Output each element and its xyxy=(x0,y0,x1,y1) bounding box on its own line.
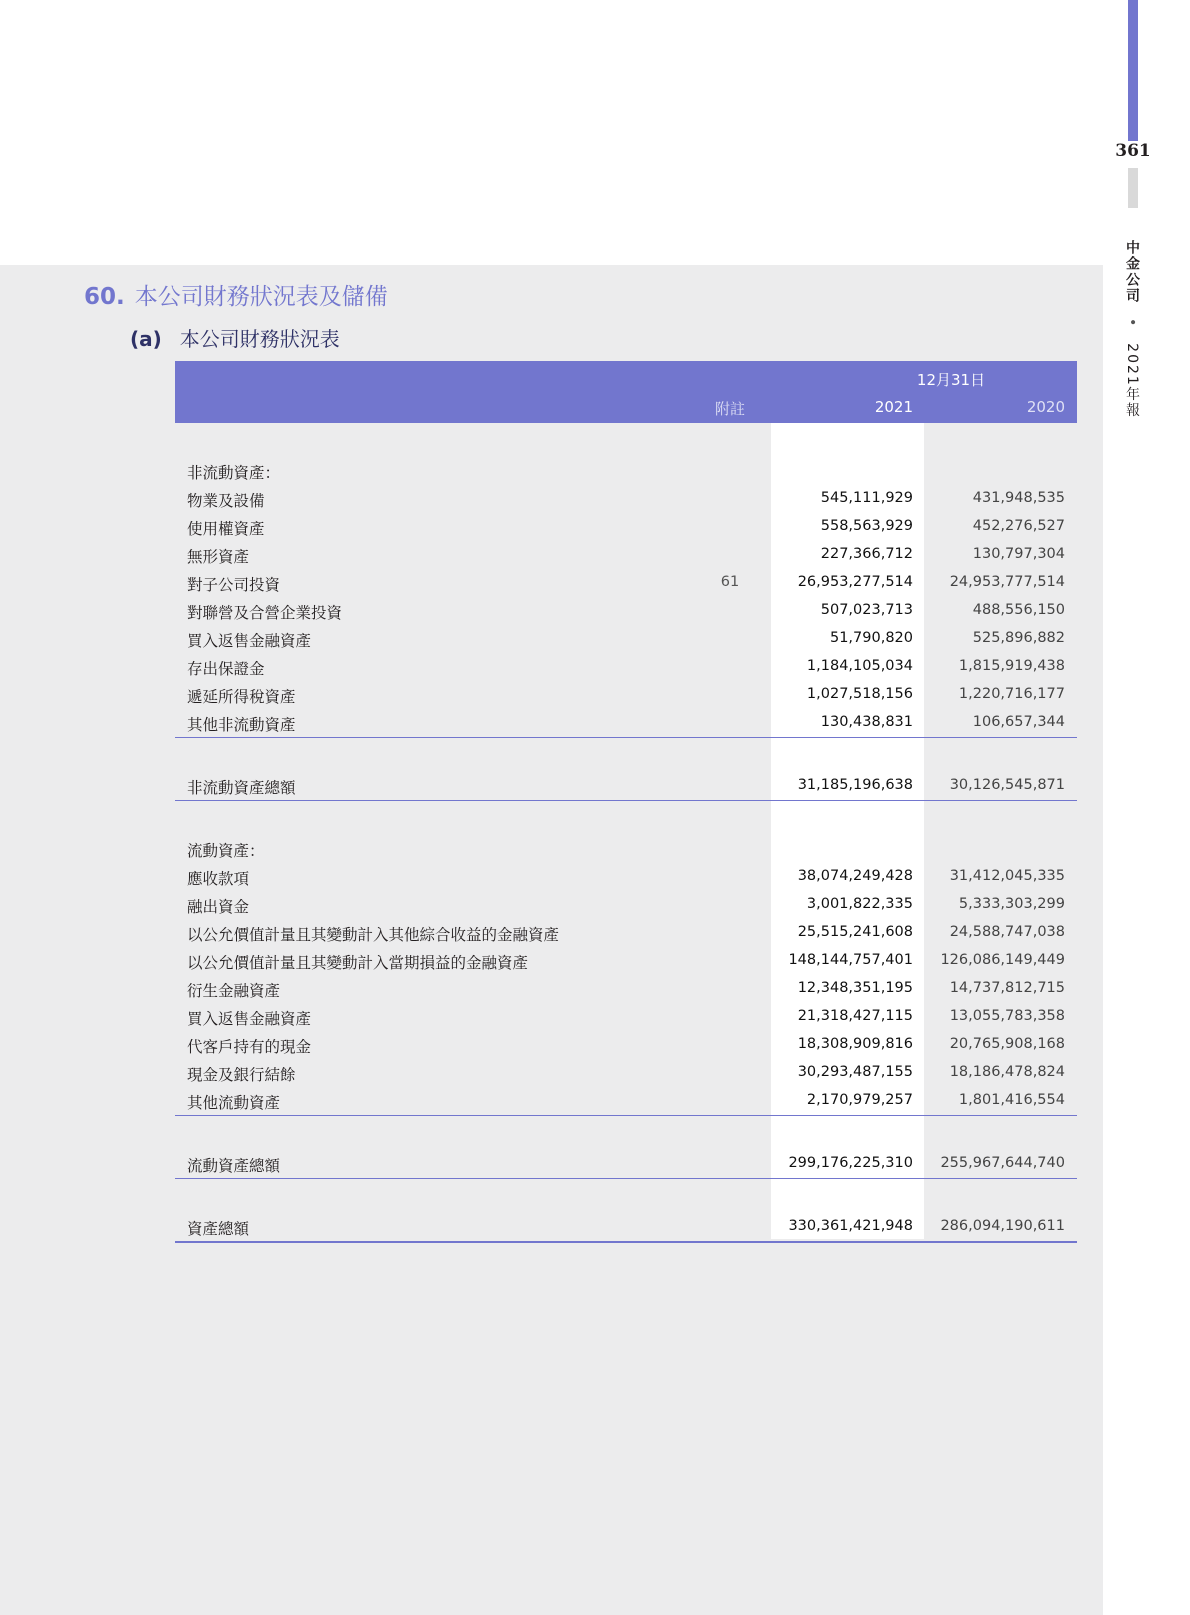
header-year-current: 2021 xyxy=(874,398,913,416)
value-2020: 18,186,478,824 xyxy=(949,1064,1065,1080)
table-spacer xyxy=(175,1179,1077,1213)
value-2021: 558,563,929 xyxy=(820,518,913,534)
section-title-text: 本公司財務狀況表及儲備 xyxy=(134,284,388,310)
value-2020: 525,896,882 xyxy=(972,630,1065,646)
row-label: 存出保證金 xyxy=(187,660,265,678)
table-row xyxy=(175,541,1077,569)
value-2021: 1,027,518,156 xyxy=(806,686,913,702)
value-2021: 26,953,277,514 xyxy=(797,574,913,590)
table-row xyxy=(175,891,1077,919)
value-2021: 507,023,713 xyxy=(820,602,913,618)
value-2021: 18,308,909,816 xyxy=(797,1036,913,1052)
value-2020: 20,765,908,168 xyxy=(949,1036,1065,1052)
value-2020: 106,657,344 xyxy=(972,714,1065,730)
row-label: 代客戶持有的現金 xyxy=(187,1038,312,1056)
non-current-rows xyxy=(175,485,1077,738)
table-spacer xyxy=(175,1116,1077,1150)
financial-position-table xyxy=(175,361,1077,1243)
row-label: 買入返售金融資產 xyxy=(187,1010,312,1028)
row-label: 買入返售金融資產 xyxy=(187,632,312,650)
value-2021: 38,074,249,428 xyxy=(797,868,913,884)
row-label: 流動資產總額 xyxy=(187,1157,281,1175)
value-2020: 1,801,416,554 xyxy=(958,1092,1065,1108)
table-spacer xyxy=(175,738,1077,772)
current-heading: 流動資產： xyxy=(187,842,265,860)
value-2020: 452,276,527 xyxy=(972,518,1065,534)
row-label: 其他流動資產 xyxy=(187,1094,281,1112)
value-2020: 24,588,747,038 xyxy=(949,924,1065,940)
section-title xyxy=(84,278,388,311)
non-current-heading-row xyxy=(175,457,1077,485)
table-row xyxy=(175,569,1077,597)
value-2020: 255,967,644,740 xyxy=(940,1155,1065,1171)
row-label: 非流動資產總額 xyxy=(187,779,296,797)
value-2021: 30,293,487,155 xyxy=(797,1064,913,1080)
value-2021: 2,170,979,257 xyxy=(806,1092,913,1108)
table-row xyxy=(175,1059,1077,1087)
row-label: 遞延所得稅資產 xyxy=(187,688,296,706)
table-row xyxy=(175,919,1077,947)
row-label: 使用權資產 xyxy=(187,520,265,538)
side-grey-bar xyxy=(1128,168,1138,208)
table-row xyxy=(175,625,1077,653)
table-row xyxy=(175,513,1077,541)
current-rows xyxy=(175,863,1077,1116)
row-label: 對子公司投資 xyxy=(187,576,281,594)
value-2020: 31,412,045,335 xyxy=(949,868,1065,884)
row-label: 現金及銀行結餘 xyxy=(187,1066,296,1084)
non-current-heading: 非流動資產： xyxy=(187,464,281,482)
value-2020: 5,333,303,299 xyxy=(958,896,1065,912)
table-row xyxy=(175,597,1077,625)
value-2021: 545,111,929 xyxy=(820,490,913,506)
side-company-name: 中金公司 xyxy=(1124,240,1140,304)
row-label: 應收款項 xyxy=(187,870,250,888)
row-label: 融出資金 xyxy=(187,898,250,916)
row-label: 以公允價值計量且其變動計入當期損益的金融資產 xyxy=(187,954,529,972)
sub-section-title-text: 本公司財務狀況表 xyxy=(179,327,340,351)
side-separator-dot: • xyxy=(1124,318,1140,329)
table-row xyxy=(175,863,1077,891)
value-2020: 30,126,545,871 xyxy=(949,777,1065,793)
grand-total-row xyxy=(175,1213,1077,1243)
value-2020: 130,797,304 xyxy=(972,546,1065,562)
table-row xyxy=(175,1003,1077,1031)
table-row xyxy=(175,653,1077,681)
value-2021: 148,144,757,401 xyxy=(788,952,913,968)
value-2021: 21,318,427,115 xyxy=(797,1008,913,1024)
row-label: 以公允價值計量且其變動計入其他綜合收益的金融資產 xyxy=(187,926,560,944)
value-2021: 299,176,225,310 xyxy=(788,1155,913,1171)
sub-section-title xyxy=(130,323,340,352)
value-2020: 1,220,716,177 xyxy=(958,686,1065,702)
current-heading-row xyxy=(175,835,1077,863)
value-2021: 227,366,712 xyxy=(820,546,913,562)
header-note: 附註 xyxy=(714,400,745,418)
value-2020: 431,948,535 xyxy=(972,490,1065,506)
table-row xyxy=(175,1087,1077,1116)
table-row xyxy=(175,485,1077,513)
value-2021: 25,515,241,608 xyxy=(797,924,913,940)
value-2021: 51,790,820 xyxy=(829,630,913,646)
row-label: 衍生金融資產 xyxy=(187,982,281,1000)
header-date: 12月31日 xyxy=(916,371,986,389)
header-year-prior: 2020 xyxy=(1026,398,1065,416)
row-label: 資產總額 xyxy=(187,1220,250,1238)
non-current-total-row xyxy=(175,772,1077,801)
side-report-year: 2021年報 xyxy=(1124,343,1140,419)
value-2020: 286,094,190,611 xyxy=(940,1218,1065,1234)
value-2021: 1,184,105,034 xyxy=(806,658,913,674)
table-row xyxy=(175,681,1077,709)
value-2020: 24,953,777,514 xyxy=(949,574,1065,590)
row-label: 其他非流動資產 xyxy=(187,716,296,734)
sub-section-label: (a) xyxy=(130,327,162,351)
row-note: 61 xyxy=(720,574,740,590)
side-caption xyxy=(1122,240,1142,419)
table-spacer xyxy=(175,801,1077,835)
table-header xyxy=(175,361,1077,423)
value-2021: 330,361,421,948 xyxy=(788,1218,913,1234)
row-label: 對聯營及合營企業投資 xyxy=(187,604,343,622)
side-accent-bar xyxy=(1128,0,1138,141)
table-row xyxy=(175,975,1077,1003)
value-2020: 488,556,150 xyxy=(972,602,1065,618)
value-2020: 1,815,919,438 xyxy=(958,658,1065,674)
row-label: 物業及設備 xyxy=(187,492,265,510)
row-label: 無形資產 xyxy=(187,548,250,566)
value-2021: 12,348,351,195 xyxy=(797,980,913,996)
value-2020: 126,086,149,449 xyxy=(940,952,1065,968)
section-number: 60. xyxy=(84,284,125,310)
table-spacer xyxy=(175,423,1077,457)
table-row xyxy=(175,947,1077,975)
value-2020: 14,737,812,715 xyxy=(949,980,1065,996)
table-row xyxy=(175,709,1077,738)
value-2021: 3,001,822,335 xyxy=(806,896,913,912)
current-total-row xyxy=(175,1150,1077,1179)
value-2021: 130,438,831 xyxy=(820,714,913,730)
page-number: 361 xyxy=(1115,141,1151,161)
value-2021: 31,185,196,638 xyxy=(797,777,913,793)
table-row xyxy=(175,1031,1077,1059)
value-2020: 13,055,783,358 xyxy=(949,1008,1065,1024)
